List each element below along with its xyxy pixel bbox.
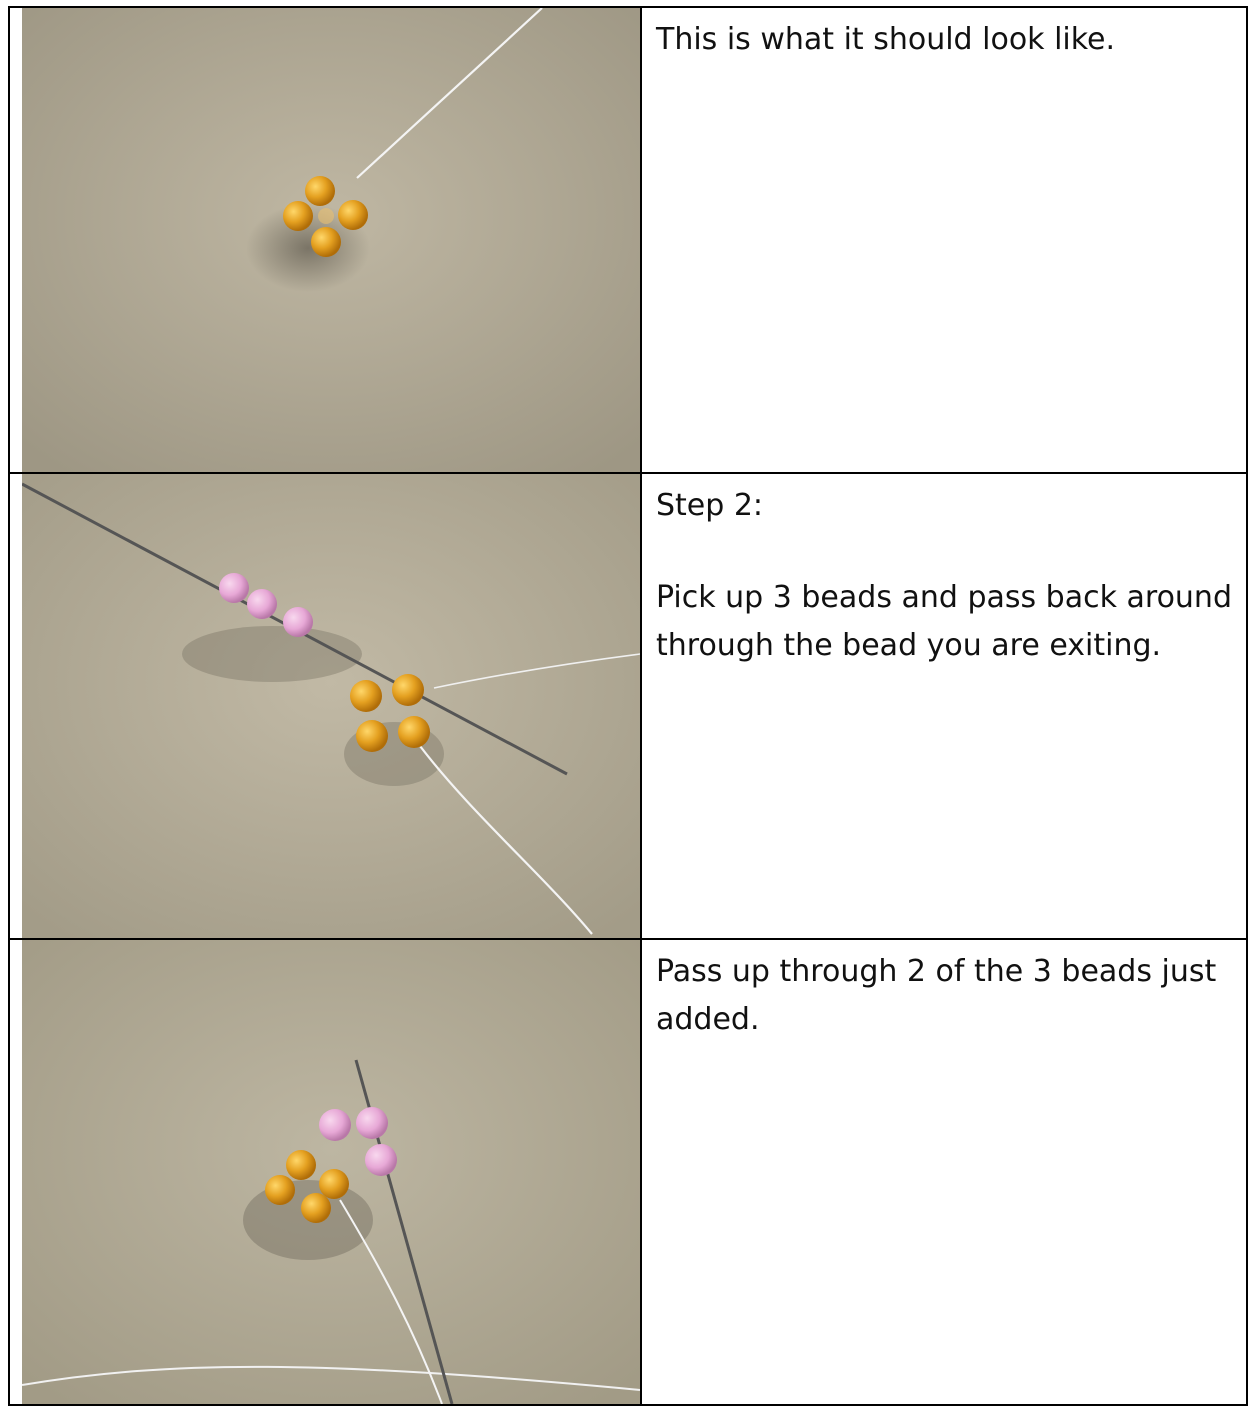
instruction-text: Pass up through 2 of the 3 beads just added. xyxy=(656,954,1217,1037)
table-row xyxy=(9,939,1247,1405)
photo-step-3 xyxy=(22,940,640,1404)
table-row xyxy=(9,7,1247,473)
step-2-photo xyxy=(22,474,640,938)
table-row xyxy=(9,473,1247,939)
instruction-cell xyxy=(641,473,1247,939)
photo-cell xyxy=(9,473,641,939)
spacer xyxy=(656,530,1232,574)
step-3-photo xyxy=(22,940,640,1404)
instruction-text: Pick up 3 beads and pass back around through the bead you are exiting. xyxy=(656,580,1232,663)
photo-step-2 xyxy=(22,474,640,938)
instruction-text: This is what it should look like. xyxy=(656,22,1116,57)
tutorial-table xyxy=(8,6,1248,1406)
step-heading: Step 2: xyxy=(656,488,764,523)
instruction-cell xyxy=(641,7,1247,473)
photo-cell xyxy=(9,939,641,1405)
photo-cell xyxy=(9,7,641,473)
instruction-cell xyxy=(641,939,1247,1405)
bead-square-photo xyxy=(22,8,640,472)
photo-beads-square xyxy=(22,8,640,472)
